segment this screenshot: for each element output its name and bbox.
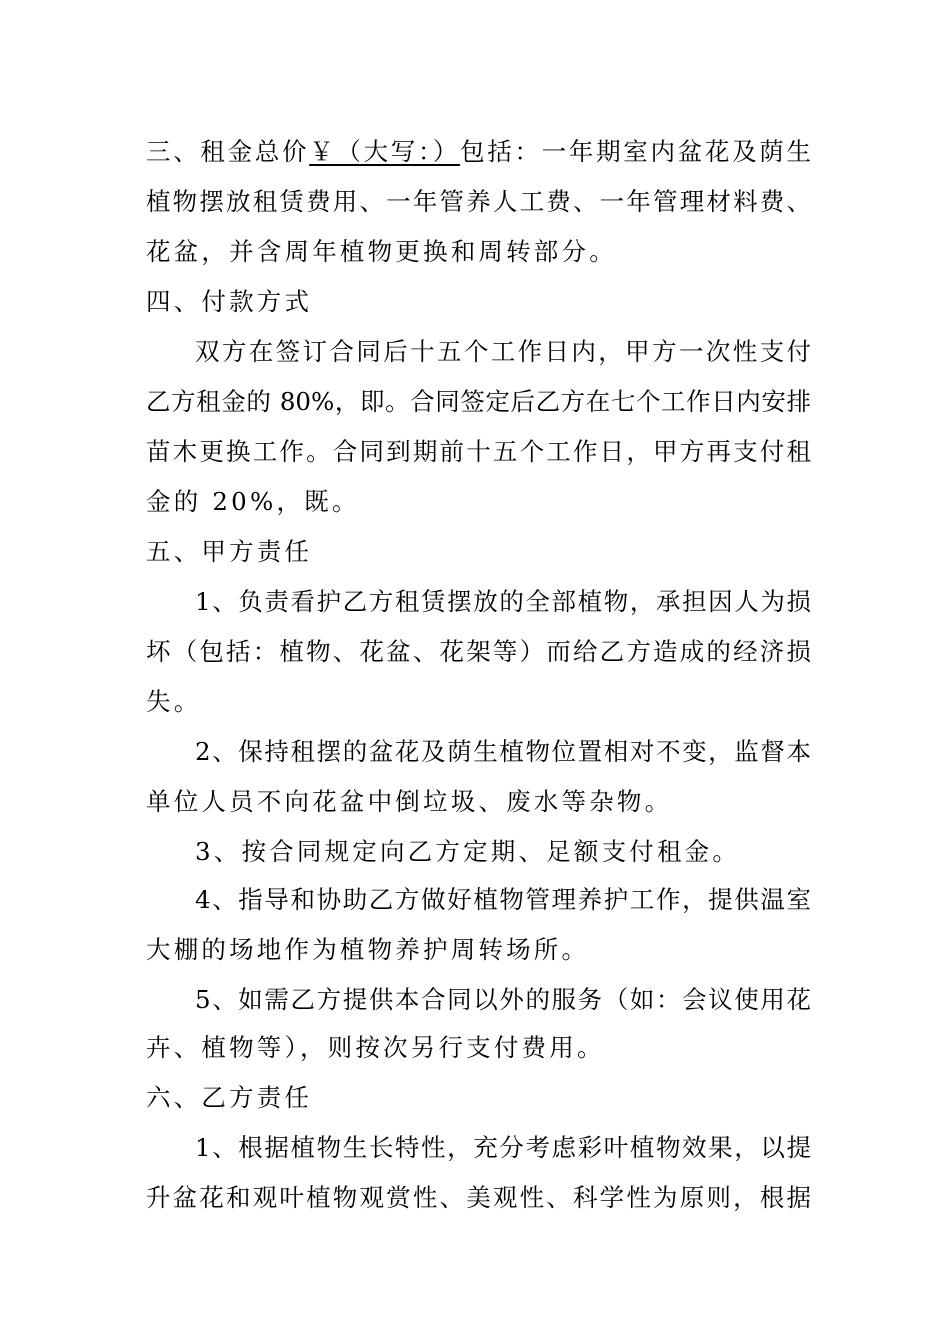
section-4-line-3: 苗木更换工作。合同到期前十五个工作日，甲方再支付租	[146, 437, 811, 466]
rent-amount-blank: ￥（大写：）	[309, 137, 461, 166]
section-5-item-3-line-1: 3、按合同规定向乙方定期、足额支付租金。	[195, 837, 741, 866]
section-5-item-4-line-1: 4、指导和协助乙方做好植物管理养护工作，提供温室	[195, 885, 811, 914]
section-3-line-2: 植物摆放租赁费用、一年管养人工费、一年管理材料费、	[146, 187, 811, 216]
section-6-item-1-line-2: 升盆花和观叶植物观赏性、美观性、科学性为原则，根据	[146, 1183, 811, 1212]
section-5-item-1-line-1: 1、负责看护乙方租赁摆放的全部植物，承担因人为损	[195, 587, 811, 616]
section-4-line-2: 乙方租金的 80%，即。合同签定后乙方在七个工作日内安排	[146, 387, 811, 416]
section-4-line-4: 金的 20%，既。	[146, 487, 360, 516]
section-5-item-5-line-2: 卉、植物等），则按次另行支付费用。	[146, 1033, 605, 1062]
section-6-item-1-line-1: 1、根据植物生长特性，充分考虑彩叶植物效果，以提	[195, 1133, 811, 1162]
section-4-line-1: 双方在签订合同后十五个工作日内，甲方一次性支付	[195, 337, 811, 366]
section-5-item-1-line-2: 坏（包括：植物、花盆、花架等）而给乙方造成的经济损	[146, 637, 811, 666]
section-5-item-1-line-3: 失。	[146, 687, 202, 716]
section-5-item-2-line-2: 单位人员不向花盆中倒垃圾、废水等杂物。	[146, 787, 673, 816]
rent-includes-text: 包括：一年期室内盆花及荫生	[460, 137, 811, 166]
section-5-item-4-line-2: 大棚的场地作为植物养护周转场所。	[146, 935, 590, 964]
section-5-heading: 五、甲方责任	[146, 537, 313, 566]
section-5-item-2-line-1: 2、保持租摆的盆花及荫生植物位置相对不变，监督本	[195, 737, 811, 766]
section-3-line-1	[146, 126, 811, 178]
rent-total-label: 三、租金总价	[146, 137, 310, 166]
section-6-heading: 六、乙方责任	[146, 1083, 313, 1112]
section-5-item-5-line-1: 5、如需乙方提供本合同以外的服务（如：会议使用花	[195, 985, 811, 1014]
section-4-heading: 四、付款方式	[146, 287, 313, 316]
section-3-line-3: 花盆，并含周年植物更换和周转部分。	[146, 237, 617, 266]
